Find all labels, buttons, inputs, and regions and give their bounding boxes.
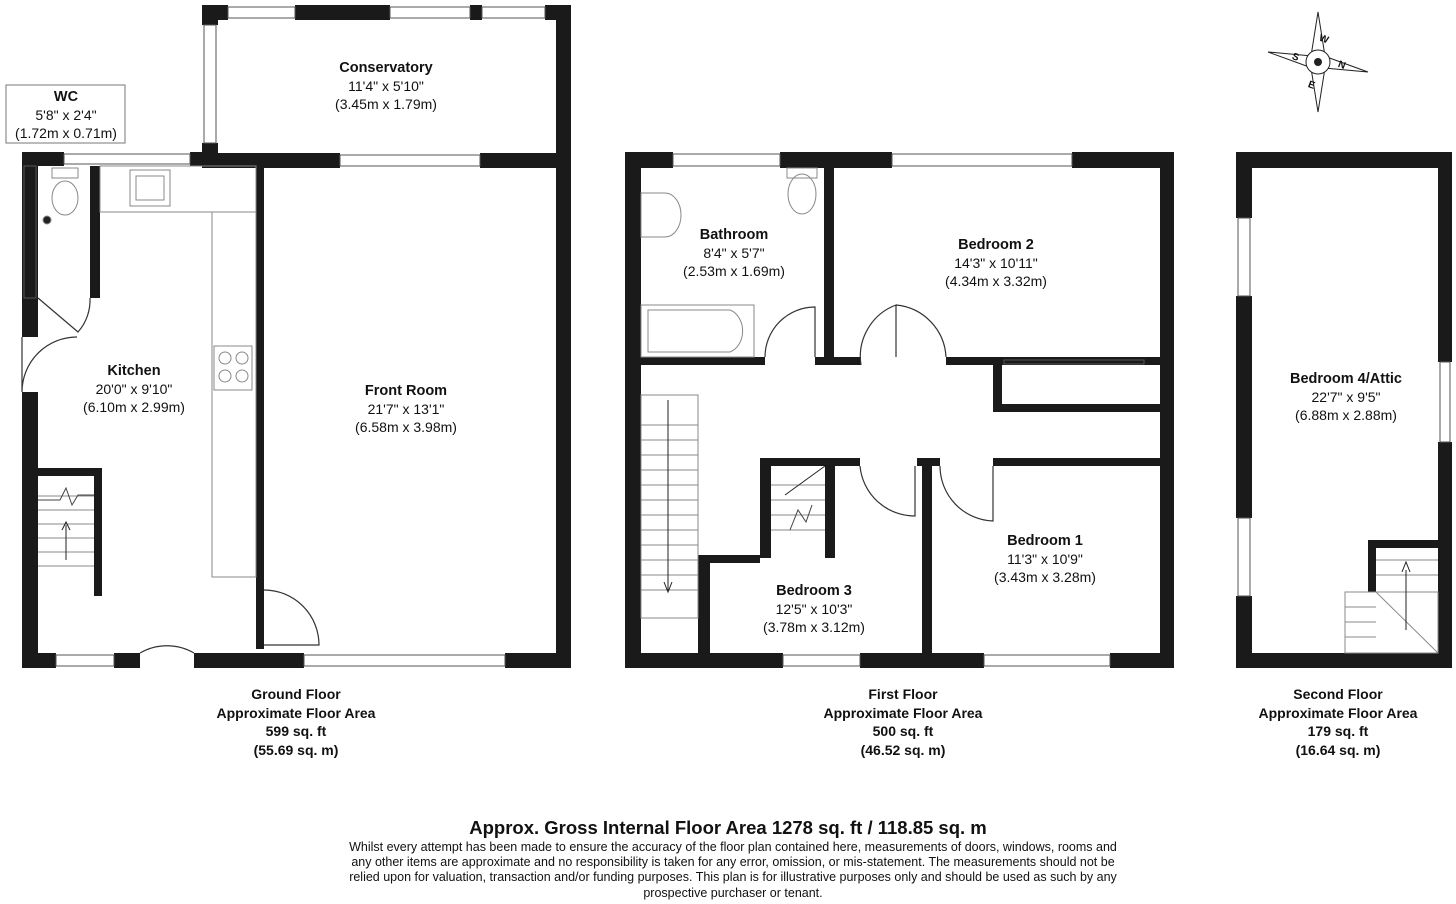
room-name: Conservatory [339,60,433,76]
room-label-kitchen [54,362,214,416]
room-size-imperial: 11'4" x 5'10" [348,78,424,94]
room-size-imperial: 12'5" x 10'3" [775,601,853,617]
room-label-conservatory [286,59,486,113]
room-label-bathroom [664,226,804,280]
room-name: Kitchen [107,363,161,379]
floor-area-first [793,685,1013,759]
floor-name: First Floor [868,686,938,702]
floor-area-label: Approximate Floor Area [823,704,983,721]
floor-area-label: Approximate Floor Area [1258,704,1418,721]
room-name: Bedroom 2 [958,237,1034,253]
room-size-metric: (6.10m x 2.99m) [83,399,185,415]
compass-letter-s: S [1290,51,1301,64]
room-name: WC [53,89,79,105]
room-size-metric: (4.34m x 3.32m) [945,273,1047,289]
floor-name: Ground Floor [251,686,341,702]
room-label-front-room [316,382,496,436]
room-name: Bathroom [699,227,769,243]
floor-area-sqft: 179 sq. ft [1307,723,1369,739]
room-size-imperial: 11'3" x 10'9" [1007,551,1083,567]
room-name: Front Room [364,383,448,399]
room-name: Bedroom 3 [776,583,852,599]
room-size-imperial: 14'3" x 10'11" [954,255,1038,271]
room-label-bedroom-4 [1266,370,1426,424]
floor-area-ground [186,685,406,759]
compass-letter-w: W [1317,32,1331,47]
room-size-metric: (2.53m x 1.69m) [683,263,785,279]
room-label-bedroom-3 [734,582,894,636]
room-label-wc [6,88,126,142]
floor-name: Second Floor [1293,686,1383,702]
floor-area-sqm: (55.69 sq. m) [253,741,339,758]
room-size-metric: (3.78m x 3.12m) [763,619,865,635]
room-label-bedroom-1 [965,532,1125,586]
room-size-metric: (1.72m x 0.71m) [15,125,117,141]
room-size-metric: (3.45m x 1.79m) [335,96,437,112]
floor-area-sqft: 599 sq. ft [265,723,327,739]
gross-internal-area: Approx. Gross Internal Floor Area 1278 sq. ft / 118.85 sq. m [469,817,987,838]
room-size-imperial: 22'7" x 9'5" [1311,389,1381,405]
room-size-metric: (3.43m x 3.28m) [994,569,1096,585]
floor-area-sqm: (46.52 sq. m) [860,741,946,758]
floor-area-label: Approximate Floor Area [216,704,376,721]
room-name: Bedroom 4/Attic [1290,371,1402,387]
compass-letter-n: N [1336,59,1347,72]
compass-icon [1268,12,1368,112]
room-size-metric: (6.88m x 2.88m) [1295,407,1397,423]
floor-area-second [1228,685,1448,759]
room-name: Bedroom 1 [1007,533,1083,549]
room-size-imperial: 5'8" x 2'4" [35,107,97,123]
room-size-imperial: 21'7" x 13'1" [367,401,445,417]
room-size-imperial: 8'4" x 5'7" [703,245,765,261]
room-size-imperial: 20'0" x 9'10" [95,381,173,397]
compass-letter-e: E [1306,79,1317,92]
room-label-bedroom-2 [916,236,1076,290]
floor-area-sqft: 500 sq. ft [872,723,934,739]
disclaimer-text: Whilst every attempt has been made to ensure the accuracy of the floor plan contained here, measurements of doors, windows, rooms and any other items are approximate and no responsibility is taken for any error, omission, or mis-statement. The measurements should not be relied upon for valuation, transaction and/or funding purposes. This plan is for illustrative purposes only and should be used as such by any prospective purchaser or tenant. [349,840,1117,900]
room-size-metric: (6.58m x 3.98m) [355,419,457,435]
floor-area-sqm: (16.64 sq. m) [1295,741,1381,758]
